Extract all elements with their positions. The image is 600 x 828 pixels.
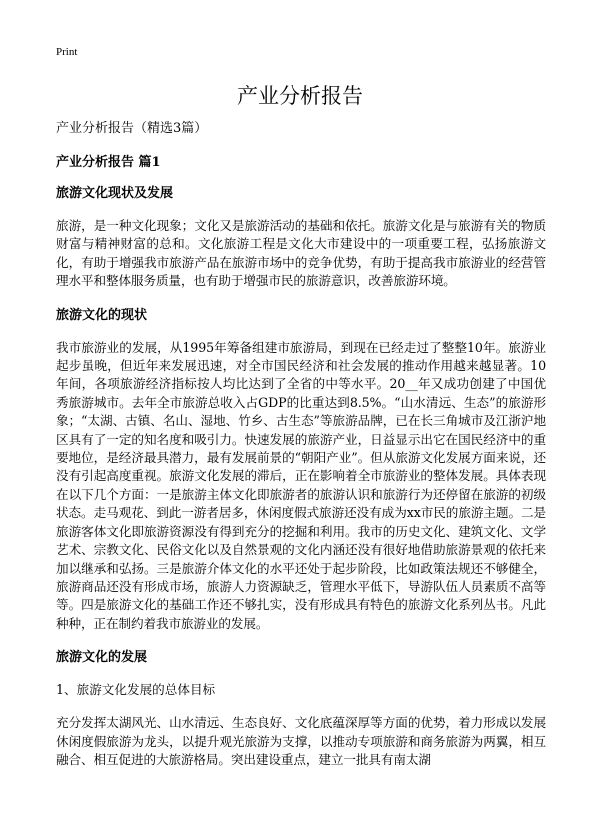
print-label: Print — [56, 46, 78, 58]
page-title: 产业分析报告 — [237, 84, 363, 108]
section-heading: 旅游文化现状及发展 — [56, 186, 174, 201]
section-paragraph: 旅游，是一种文化现象；文化又是旅游活动的基础和依托。旅游文化是与旅游有关的物质财富与精神财富的总和。文化旅游工程是文化大市建设中的一项重要工程，弘扬旅游文化，有助于增强我市旅游产品在旅游市场中的竞争优势，有助于提高我市旅游业的经营管理水平和整体服务质量，也有助于增强市民的旅游意识，改善旅游环境。 — [56, 218, 546, 289]
section-heading: 旅游文化的发展 — [56, 650, 148, 666]
document-body — [56, 120, 546, 785]
section-paragraph: 充分发挥太湖风光、山水清远、生态良好、文化底蕴深厚等方面的优势，着力形成以发展休闲度假旅游为龙头，以提升观光旅游为支撑，以推动专项旅游和商务旅游为两翼，相互融合、相互促进的大旅游格局。突出建设重点，建立一批具有南太湖 — [56, 715, 546, 767]
article-heading: 产业分析报告 篇1 — [56, 155, 161, 170]
section-paragraph: 我市旅游业的发展，从1995年筹备组建市旅游局，到现在已经走过了整整10年。旅游业起步虽晚，但近年来发展迅速，对全市国民经济和社会发展的推动作用越来越显著。10年间，各项旅游经济指标按人均比达到了全省的中等水平。20__年又成功创建了中国优秀旅游城市。去年全市旅游总收入占GDP的比重达到8.5%。“山水清远、生态”的旅游形象；“太湖、古镇、名山、湿地、竹乡、古生态”等旅游品牌，已在长三角城市及江浙沪地区具有了一定的知名度和吸引力。快速发展的旅游产业，日益显示出它在国民经济中的重要地位，是经济最具潜力，最有发展前景的“朝阳产业”。但从旅游文化发展方面来说，还没有引起高度重视。旅游文化发展的滞后，正在影响着全市旅游业的整体发展。具体表现在以下几个方面：一是旅游主体文化即旅游者的旅游认识和旅游行为还停留在旅游的初级状态。走马观花、到此一游者居多，休闲度假式旅游还没有成为xx市民的旅游主题。二是旅游客体文化即旅游资源没有得到充分的挖掘和利用。我市的历史文化、建筑文化、文学艺术、宗教文化、民俗文化以及自然景观的文化内涵还没有很好地借助旅游景观的依托来加以继承和弘扬。三是旅游介体文化的水平还处于起步阶段，比如政策法规还不够健全，旅游商品还没有形成市场，旅游人力资源缺乏，管理水平低下，导游队伍人员素质不高等等。四是旅游文化的基础工作还不够扎实，没有形成具有特色的旅游文化系列丛书。凡此种种，正在制约着我市旅游业的发展。 — [56, 339, 546, 631]
section-subitem: 1、旅游文化发展的总体目标 — [56, 682, 216, 698]
section-heading: 旅游文化的现状 — [56, 307, 148, 323]
document-subtitle: 产业分析报告（精选3篇） — [56, 121, 208, 136]
